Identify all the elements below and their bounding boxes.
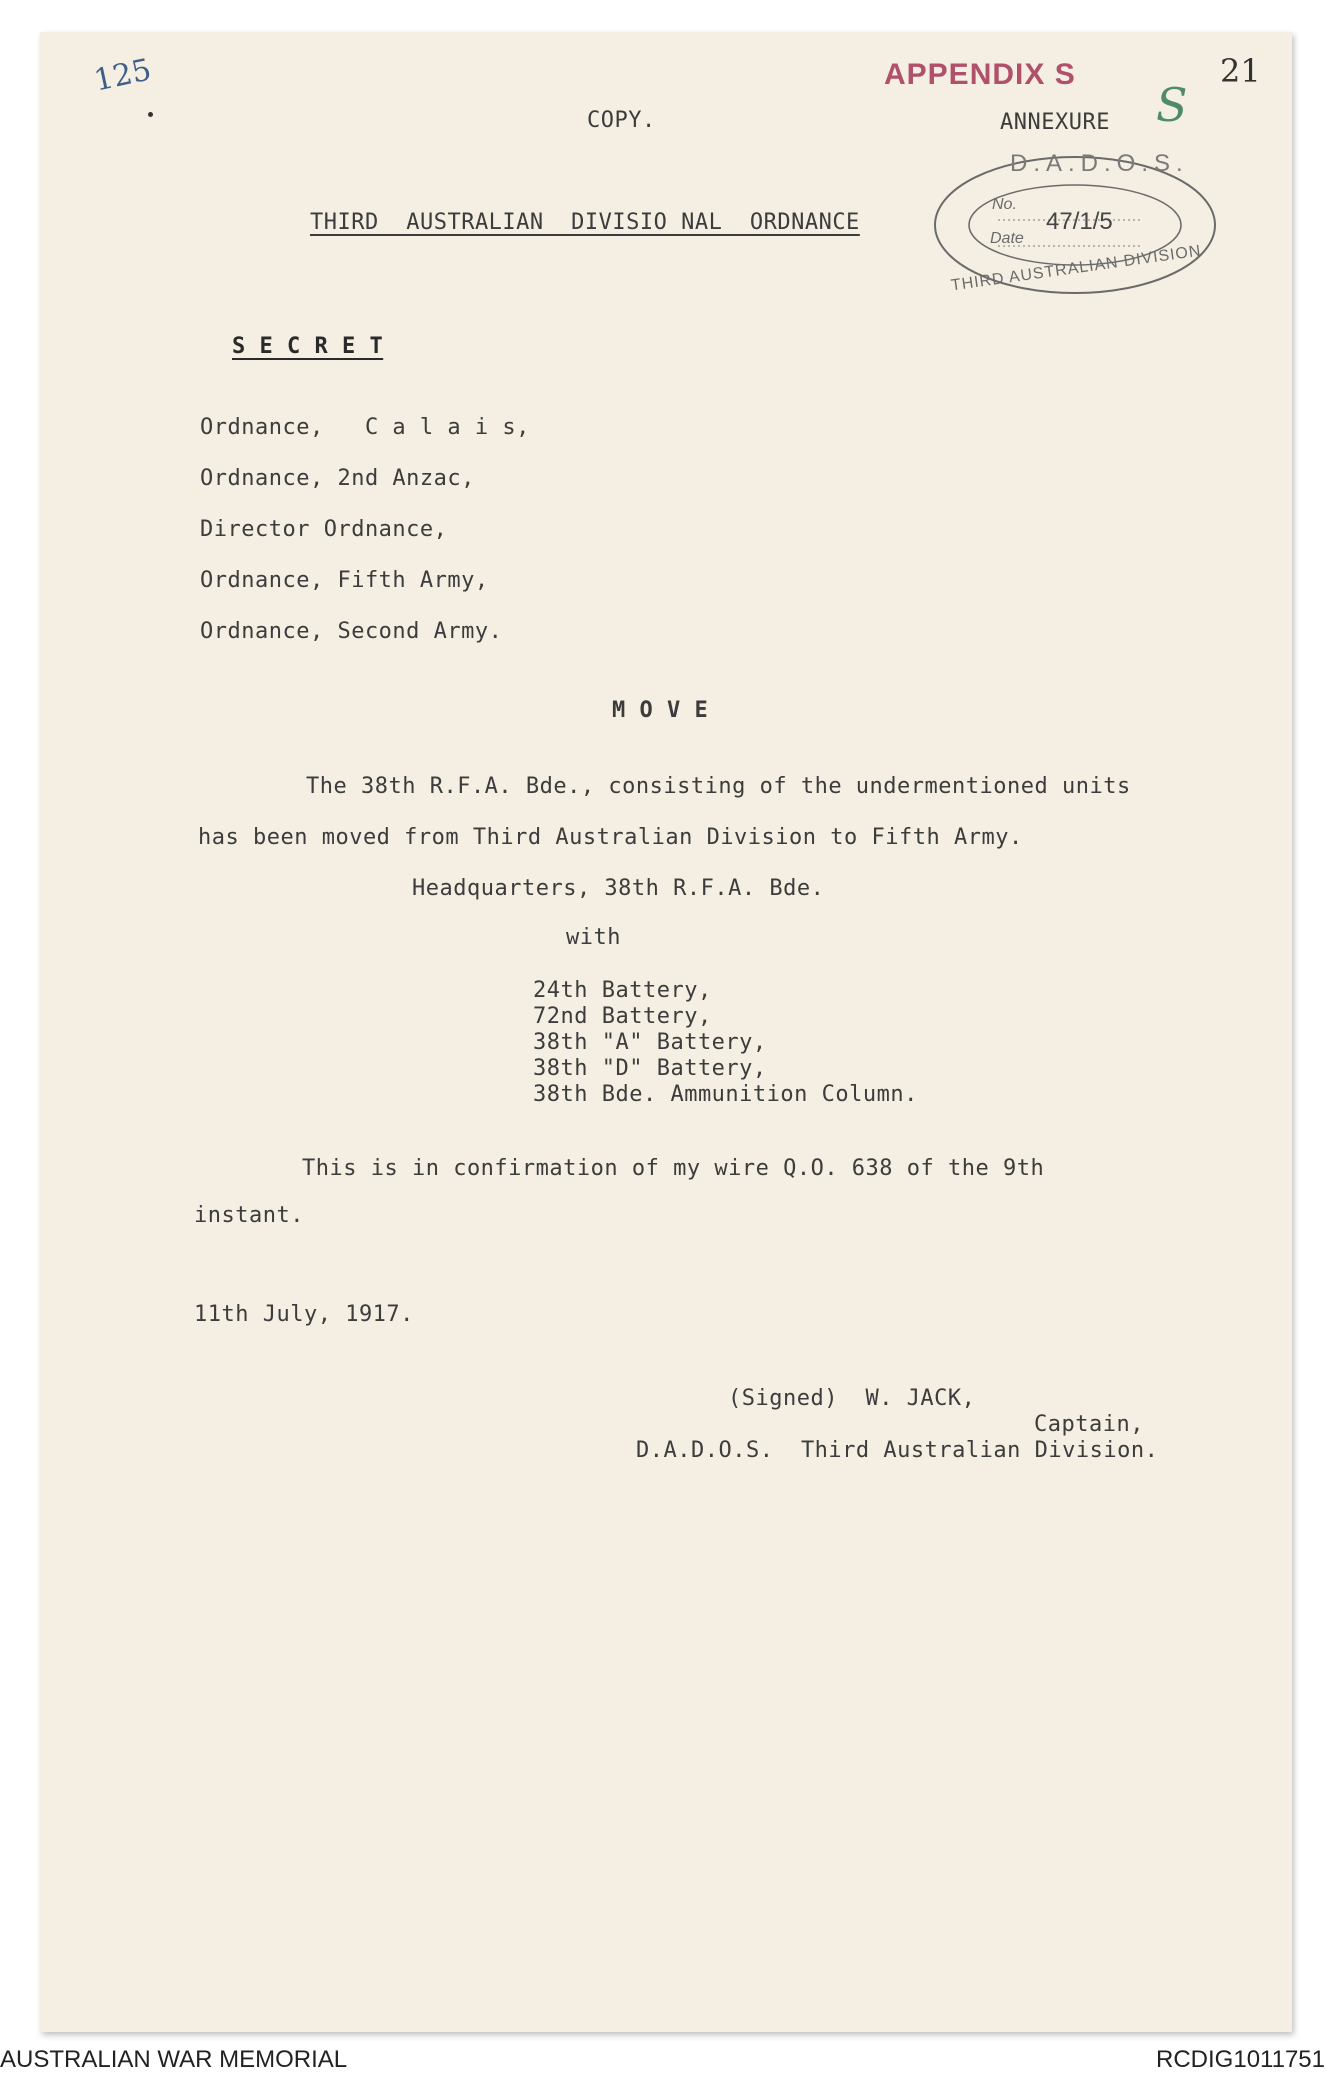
handwritten-s-mark: S	[1156, 78, 1188, 132]
addressee-line: Ordnance, Fifth Army,	[200, 568, 489, 593]
unit-line: 24th Battery,	[533, 978, 712, 1003]
folio-number-right: 21	[1220, 52, 1261, 90]
stamp-bottom-text: THIRD AUSTRALIAN DIVISION	[949, 242, 1203, 295]
confirmation-line: This is in confirmation of my wire Q.O. 638 of the 9th	[302, 1156, 1045, 1181]
signature-office: D.A.D.O.S. Third Australian Division.	[636, 1438, 1159, 1463]
subject-heading: M O V E	[612, 698, 709, 723]
stamp-no-value: 47/1/5	[1046, 208, 1113, 235]
stamp-date-label: Date	[990, 230, 1024, 247]
annexure-label: ANNEXURE	[1000, 110, 1110, 135]
unit-line: 38th "A" Battery,	[533, 1030, 767, 1055]
secret-classification: S E C R E T	[232, 334, 384, 359]
folio-number-left: 125	[90, 52, 155, 99]
unit-line: 72nd Battery,	[533, 1004, 712, 1029]
addressee-line: Ordnance, C a l a i s,	[200, 415, 530, 440]
unit-line: 38th Bde. Ammunition Column.	[533, 1082, 918, 1107]
signature-rank: Captain,	[1034, 1412, 1144, 1437]
body-line: has been moved from Third Australian Division to Fifth Army.	[198, 825, 1023, 850]
footer-institution: AUSTRALIAN WAR MEMORIAL	[0, 2046, 348, 2073]
appendix-stamp: APPENDIX S	[884, 58, 1076, 91]
addressee-line: Director Ordnance,	[200, 517, 448, 542]
stamp-top-text: D.A.D.O.S.	[1010, 150, 1189, 177]
addressee-line: Ordnance, Second Army.	[200, 619, 503, 644]
headquarters-line: Headquarters, 38th R.F.A. Bde.	[412, 876, 825, 901]
signature-signed: (Signed) W. JACK,	[728, 1386, 976, 1411]
document-date: 11th July, 1917.	[194, 1302, 414, 1327]
confirmation-line: instant.	[194, 1203, 304, 1228]
unit-line: 38th "D" Battery,	[533, 1056, 767, 1081]
footer-reference: RCDIG1011751	[1156, 2046, 1325, 2073]
body-line: The 38th R.F.A. Bde., consisting of the undermentioned units	[306, 774, 1131, 799]
stamp-no-label: No.	[992, 196, 1017, 213]
copy-label: COPY.	[587, 108, 656, 133]
with-label: with	[566, 925, 621, 950]
document-heading: THIRD AUSTRALIAN DIVISIO NAL ORDNANCE	[310, 210, 860, 235]
folio-dot	[148, 112, 153, 117]
addressee-line: Ordnance, 2nd Anzac,	[200, 466, 475, 491]
